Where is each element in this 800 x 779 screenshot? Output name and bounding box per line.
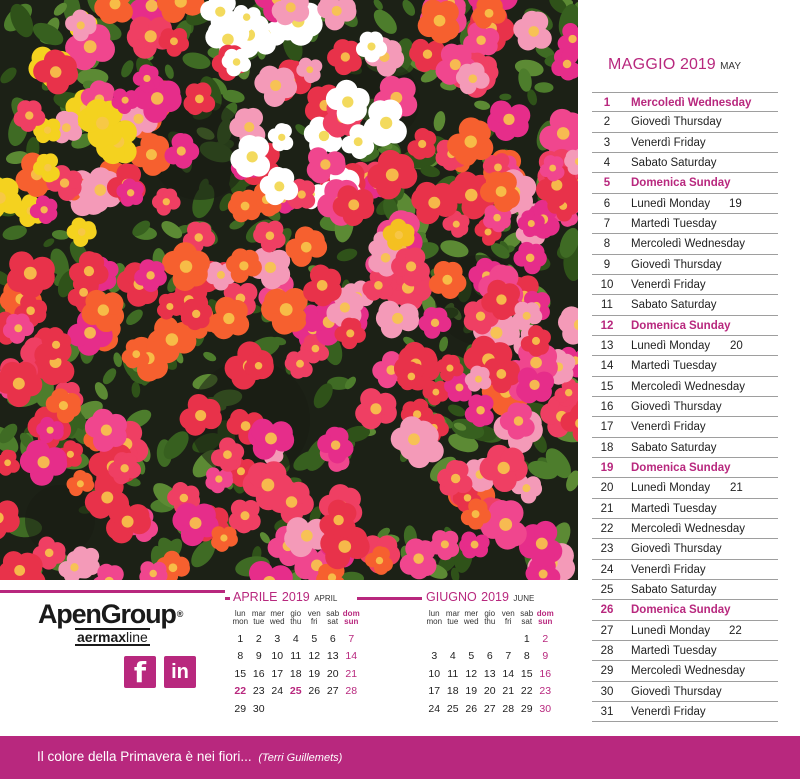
day-row (592, 600, 778, 620)
mini-date: 25 (289, 685, 302, 698)
day-number: 4 (603, 156, 611, 169)
weekday-english: sun (538, 617, 553, 626)
mini-date: 16 (252, 667, 265, 680)
day-name-english: Sunday (688, 319, 731, 332)
weekday-english: mon (232, 617, 249, 626)
mini-date: 26 (465, 702, 478, 715)
mini-date: 29 (520, 702, 533, 715)
logo-brand (38, 600, 182, 628)
mini-date: 4 (292, 632, 299, 645)
mini-date: 5 (468, 650, 475, 663)
weekday-english: tue (447, 617, 459, 626)
day-name-italian: Giovedì Thursday (631, 400, 722, 413)
quote-text: Il colore della Primavera è nei fiori... (37, 749, 252, 764)
day-row (592, 702, 778, 722)
day-number: 9 (603, 258, 611, 271)
day-name-english: Monday (669, 482, 711, 495)
mini-date: 28 (345, 685, 358, 698)
day-number: 11 (601, 299, 613, 312)
day-name-italian: Martedì Tuesday (631, 217, 717, 230)
mini-date: 17 (428, 685, 441, 698)
facebook-icon[interactable] (124, 656, 156, 688)
day-row (592, 194, 778, 214)
weekday-english: thu (484, 617, 496, 626)
day-number: 26 (600, 604, 614, 617)
mini-date: 16 (539, 667, 552, 680)
mini-date: 28 (502, 702, 515, 715)
june-grid (425, 610, 555, 718)
day-number: 15 (600, 380, 614, 393)
day-number: 24 (600, 563, 614, 576)
day-number: 2 (603, 116, 611, 129)
logo-brand-text: ApenGroup (38, 599, 176, 629)
weekday-header (481, 610, 500, 630)
april-name: APRILE (233, 590, 278, 604)
mini-date: 8 (523, 650, 530, 663)
mini-date: 26 (308, 685, 321, 698)
weekday-english: wed (463, 617, 479, 626)
weekday-italian: sab (326, 609, 340, 618)
day-name-english: Sunday (688, 604, 731, 617)
day-name-english: Friday (673, 278, 706, 291)
day-name-italian: Mercoledì Wednesday (631, 522, 746, 535)
day-number: 6 (603, 197, 611, 210)
day-name-italian: Giovedì Thursday (631, 258, 722, 271)
day-row (592, 295, 778, 315)
mini-date: 3 (431, 650, 438, 663)
logo-divider (0, 590, 225, 593)
mini-date: 13 (326, 650, 339, 663)
mini-date: 27 (326, 685, 339, 698)
june-year: 2019 (481, 590, 509, 604)
weekday-english: sun (344, 617, 359, 626)
mini-date: 7 (348, 632, 355, 645)
day-number: 1 (603, 97, 611, 109)
day-name-english: Wednesday (684, 522, 746, 535)
mini-date: 21 (502, 685, 515, 698)
logo-sub-bold: aermax (77, 629, 127, 645)
day-name-italian: Domenica Sunday (631, 177, 731, 190)
day-row (592, 112, 778, 132)
weekday-english: sat (327, 617, 339, 626)
mini-date: 20 (326, 667, 339, 680)
day-name-italian: Martedì Tuesday (631, 360, 717, 373)
day-row (592, 234, 778, 254)
day-name-italian: Lunedì Monday (631, 339, 711, 352)
day-number: 23 (600, 543, 614, 556)
day-name-english: Tuesday (673, 644, 717, 657)
mini-date: 6 (486, 650, 493, 663)
day-number: 29 (600, 665, 614, 678)
june-name: GIUGNO (426, 590, 477, 604)
weekday-italian: sab (520, 609, 534, 618)
mini-date: 11 (447, 667, 459, 680)
quote-author: (Terri Guillemets) (258, 752, 343, 764)
mini-date: 22 (234, 685, 247, 698)
day-name-italian: Domenica Sunday (631, 604, 731, 617)
day-name-english: Saturday (670, 156, 717, 169)
day-name-italian: Venerdì Friday (631, 136, 706, 149)
day-name-english: Monday (669, 624, 711, 637)
mini-date: 9 (255, 650, 262, 663)
day-row (592, 438, 778, 458)
mini-date: 27 (483, 702, 496, 715)
day-name-english: Sunday (688, 461, 731, 474)
mini-date: 18 (289, 667, 302, 680)
day-name-english: Saturday (670, 583, 717, 596)
linkedin-icon[interactable] (164, 656, 196, 688)
day-number: 21 (600, 502, 614, 515)
month-name-english: MAY (720, 61, 742, 72)
day-number: 18 (600, 441, 614, 454)
day-name-english: Saturday (670, 299, 717, 312)
day-number: 16 (600, 400, 614, 413)
april-name-english: APRIL (314, 594, 338, 603)
day-number: 12 (600, 319, 614, 332)
week-number: 19 (729, 197, 742, 210)
day-name-italian: Lunedì Monday (631, 624, 711, 637)
mini-date: 10 (428, 667, 441, 680)
mini-date: 5 (311, 632, 318, 645)
day-name-italian: Mercoledì Wednesday (631, 97, 752, 109)
footer-quote (37, 749, 342, 764)
day-name-english: Tuesday (673, 360, 717, 373)
week-number: 22 (729, 624, 742, 637)
mini-date: 4 (449, 650, 456, 663)
day-number: 14 (600, 360, 614, 373)
mini-date: 1 (523, 632, 530, 645)
weekday-italian: lun (428, 609, 440, 618)
mini-date (462, 630, 481, 648)
day-row (592, 336, 778, 356)
mini-date (425, 630, 444, 648)
june-title-bar (357, 597, 422, 600)
day-name-english: Tuesday (673, 217, 717, 230)
day-name-english: Tuesday (673, 502, 717, 515)
mini-date: 23 (252, 685, 265, 698)
mini-date: 14 (502, 667, 515, 680)
day-row (592, 397, 778, 417)
mini-date: 11 (290, 650, 302, 663)
day-row (592, 417, 778, 437)
mini-date (499, 630, 518, 648)
weekday-italian: lun (234, 609, 246, 618)
weekday-italian: gio (290, 609, 302, 618)
mini-date: 15 (234, 667, 247, 680)
day-number: 8 (603, 238, 611, 251)
day-name-english: Wednesday (687, 97, 752, 109)
logo-subbrand (75, 628, 150, 646)
day-name-italian: Sabato Saturday (631, 583, 717, 596)
day-number: 22 (600, 522, 614, 535)
mini-date: 22 (520, 685, 533, 698)
day-name-italian: Domenica Sunday (631, 461, 731, 474)
day-name-italian: Lunedì Monday (631, 197, 711, 210)
day-name-italian: Mercoledì Wednesday (631, 665, 746, 678)
weekday-italian: mar (445, 609, 460, 618)
mini-date: 2 (542, 632, 549, 645)
month-name: MAGGIO (608, 56, 676, 73)
day-row (592, 682, 778, 702)
day-row (592, 478, 778, 498)
day-row (592, 316, 778, 336)
day-name-english: Sunday (688, 177, 731, 190)
day-number: 7 (603, 217, 611, 230)
weekday-header (499, 610, 518, 630)
day-name-english: Thursday (673, 116, 722, 129)
mini-date: 30 (539, 702, 552, 715)
day-row (592, 255, 778, 275)
mini-date: 1 (237, 632, 244, 645)
day-name-english: Friday (673, 705, 706, 718)
day-name-english: Monday (669, 197, 711, 210)
day-number: 10 (600, 278, 614, 291)
logo-registered: ® (176, 609, 183, 619)
month-year: 2019 (680, 56, 716, 73)
weekday-english: fri (310, 617, 318, 626)
weekday-italian: dom (536, 609, 554, 618)
weekday-header (518, 610, 537, 630)
day-name-italian: Martedì Tuesday (631, 644, 717, 657)
month-title (608, 56, 741, 74)
day-name-italian: Lunedì Monday (631, 482, 711, 495)
day-number: 27 (600, 624, 614, 637)
day-name-english: Saturday (670, 441, 717, 454)
day-name-english: Wednesday (684, 665, 746, 678)
mini-date: 13 (483, 667, 496, 680)
day-name-italian: Mercoledì Wednesday (631, 238, 746, 251)
mini-date: 9 (542, 650, 549, 663)
mini-date: 15 (520, 667, 533, 680)
day-row (592, 153, 778, 173)
mini-date: 18 (446, 685, 459, 698)
day-row (592, 275, 778, 295)
day-row (592, 214, 778, 234)
mini-date (481, 630, 500, 648)
weekday-english: fri (504, 617, 512, 626)
day-number: 5 (603, 177, 611, 190)
mini-date: 14 (345, 650, 358, 663)
day-number: 20 (600, 482, 614, 495)
weekday-header (425, 610, 444, 630)
day-row (592, 499, 778, 519)
weekday-italian: mer (464, 609, 479, 618)
day-number: 28 (600, 644, 614, 657)
day-name-english: Thursday (673, 685, 722, 698)
mini-date (444, 630, 463, 648)
april-year: 2019 (281, 590, 310, 604)
mini-date: 23 (539, 685, 552, 698)
day-row (592, 560, 778, 580)
day-name-english: Thursday (673, 543, 722, 556)
day-row (592, 580, 778, 600)
weekday-english: sat (521, 617, 533, 626)
mini-date: 8 (237, 650, 244, 663)
mini-date: 6 (329, 632, 336, 645)
weekday-english: mon (426, 617, 443, 626)
day-name-italian: Mercoledì Wednesday (631, 380, 746, 393)
apengroup-logo (38, 600, 182, 647)
day-number: 31 (600, 705, 614, 718)
mini-date: 12 (465, 667, 478, 680)
weekday-italian: ven (307, 609, 321, 618)
day-name-english: Thursday (673, 258, 722, 271)
mini-date: 24 (428, 702, 441, 715)
day-list (592, 92, 778, 722)
day-number: 17 (600, 421, 614, 434)
day-name-italian: Venerdì Friday (631, 278, 706, 291)
day-row (592, 539, 778, 559)
day-row (592, 458, 778, 478)
mini-date: 19 (465, 685, 478, 698)
mini-date: 2 (255, 632, 262, 645)
day-row (592, 356, 778, 376)
mini-date: 30 (252, 702, 265, 715)
weekday-header (444, 610, 463, 630)
day-name-italian: Sabato Saturday (631, 441, 717, 454)
linkedin-glyph: in (171, 661, 189, 683)
day-name-italian: Venerdì Friday (631, 421, 706, 434)
day-name-italian: Giovedì Thursday (631, 543, 722, 556)
mini-date: 25 (446, 702, 459, 715)
day-name-english: Wednesday (684, 238, 746, 251)
day-number: 30 (600, 685, 614, 698)
footer-bar (0, 736, 800, 779)
day-name-italian: Venerdì Friday (631, 705, 706, 718)
june-title (426, 588, 534, 606)
day-number: 3 (603, 136, 611, 149)
day-name-english: Monday (669, 339, 711, 352)
mini-date: 20 (483, 685, 496, 698)
mini-date: 19 (308, 667, 321, 680)
day-row (592, 641, 778, 661)
weekday-header (462, 610, 481, 630)
day-name-italian: Venerdì Friday (631, 563, 706, 576)
mini-date: 29 (234, 702, 247, 715)
june-name-english: JUNE (513, 594, 535, 603)
day-row (592, 377, 778, 397)
mini-date: 17 (271, 667, 284, 680)
day-number: 13 (600, 339, 614, 352)
week-number: 21 (730, 482, 743, 495)
day-number: 19 (600, 461, 614, 474)
day-row (592, 661, 778, 681)
day-row (592, 173, 778, 193)
day-number: 25 (600, 583, 614, 596)
mini-date: 7 (505, 650, 512, 663)
day-row (592, 133, 778, 153)
day-row (592, 519, 778, 539)
weekday-italian: gio (484, 609, 496, 618)
day-name-english: Friday (673, 136, 706, 149)
day-row (592, 621, 778, 641)
logo-sub-light: line (126, 629, 148, 645)
day-name-italian: Giovedì Thursday (631, 685, 722, 698)
day-name-english: Wednesday (684, 380, 746, 393)
mini-date: 10 (271, 650, 284, 663)
mini-date: 12 (308, 650, 321, 663)
day-name-italian: Sabato Saturday (631, 299, 717, 312)
weekday-english: thu (290, 617, 302, 626)
facebook-glyph: f (133, 656, 147, 689)
day-name-english: Friday (673, 563, 706, 576)
weekday-english: tue (253, 617, 265, 626)
day-row (592, 92, 778, 112)
weekday-italian: mer (270, 609, 285, 618)
day-name-italian: Martedì Tuesday (631, 502, 717, 515)
day-name-italian: Sabato Saturday (631, 156, 717, 169)
mini-date: 3 (274, 632, 281, 645)
day-name-english: Thursday (673, 400, 722, 413)
weekday-italian: ven (501, 609, 515, 618)
weekday-header (536, 610, 555, 630)
day-name-english: Friday (673, 421, 706, 434)
weekday-italian: dom (342, 609, 360, 618)
day-name-italian: Domenica Sunday (631, 319, 731, 332)
mini-date: 21 (345, 667, 358, 680)
week-number: 20 (730, 339, 743, 352)
weekday-italian: mar (251, 609, 266, 618)
day-name-italian: Giovedì Thursday (631, 116, 722, 129)
mini-date: 24 (271, 685, 284, 698)
weekday-english: wed (269, 617, 285, 626)
